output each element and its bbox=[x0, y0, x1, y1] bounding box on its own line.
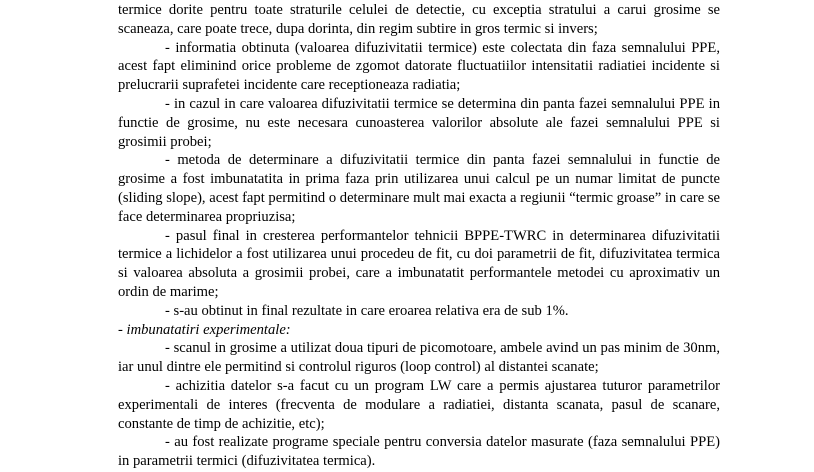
bullet-picomotors: - scanul in grosime a utilizat doua tipuri de picomotoare, ambele avind un pas minim de 30nm, iar unul dintre ele permitind si controlul riguros (loop control) al distantei scanate; bbox=[118, 340, 720, 376]
bullet-phase-slope: - in cazul in care valoarea difuzivitatii termice se determina din panta fazei semnalului PPE in functie de grosime, nu este necesara cunoasterea valorilor absolute ale fazei semnalului PPE si grosimii probei; bbox=[118, 95, 720, 150]
bullet-data-acquisition: - achizitia datelor s-a facut cu un program LW care a permis ajustarea tuturor parametrilor experimentali de interes (frecventa de modulare a radiatiei, distanta scanata, pasul de scanare, constante de timp de achizitie, etc); bbox=[118, 377, 720, 432]
section-heading: - imbunatatiri experimentale: bbox=[118, 321, 291, 338]
document-page bbox=[118, 1, 720, 471]
paragraph-continuation: termice dorite pentru toate straturile celulei de detectie, cu exceptia stratului a carui grosime se scaneaza, care poate trece, dupa dorinta, din regim subtire in gros termic si invers; bbox=[118, 2, 720, 37]
bullet-fit-procedure: - pasul final in cresterea performantelor tehnicii BPPE-TWRC in determinarea difuzivitatii termice a lichidelor a fost utilizarea unui procedeu de fit, cu doi parametrii de fit, difuzivitatea termica si valoarea absoluta a grosimii probei, care a imbunatatit performantele metodei cu aproximativ un ordin de marime; bbox=[118, 227, 720, 300]
bullet-relative-error: - s-au obtinut in final rezultate in care eroarea relativa era de sub 1%. bbox=[165, 302, 569, 319]
bullet-conversion-programs: - au fost realizate programe speciale pentru conversia datelor masurate (faza semnalului PPE) in parametrii termici (difuzivitatea termica). bbox=[118, 434, 720, 470]
bullet-phase-information: - informatia obtinuta (valoarea difuzivitatii termice) este colectata din faza semnalului PPE, acest fapt eliminind orice probleme de zgomot datorate fluctuatiilor intensitatii radiatiei incidente si prelucrarii suprafetei incidente care receptioneaza radiatia; bbox=[118, 39, 720, 94]
bullet-sliding-slope: - metoda de determinare a difuzivitatii termice din panta fazei semnalului in functie de grosime a fost imbunatatita in prima faza prin utilizarea unui calcul pe un numar limitat de puncte (sliding slope), acest fapt permitind o determinare mult mai exacta a regiunii “termic groase” in care se face determinarea propriuzisa; bbox=[118, 152, 720, 225]
